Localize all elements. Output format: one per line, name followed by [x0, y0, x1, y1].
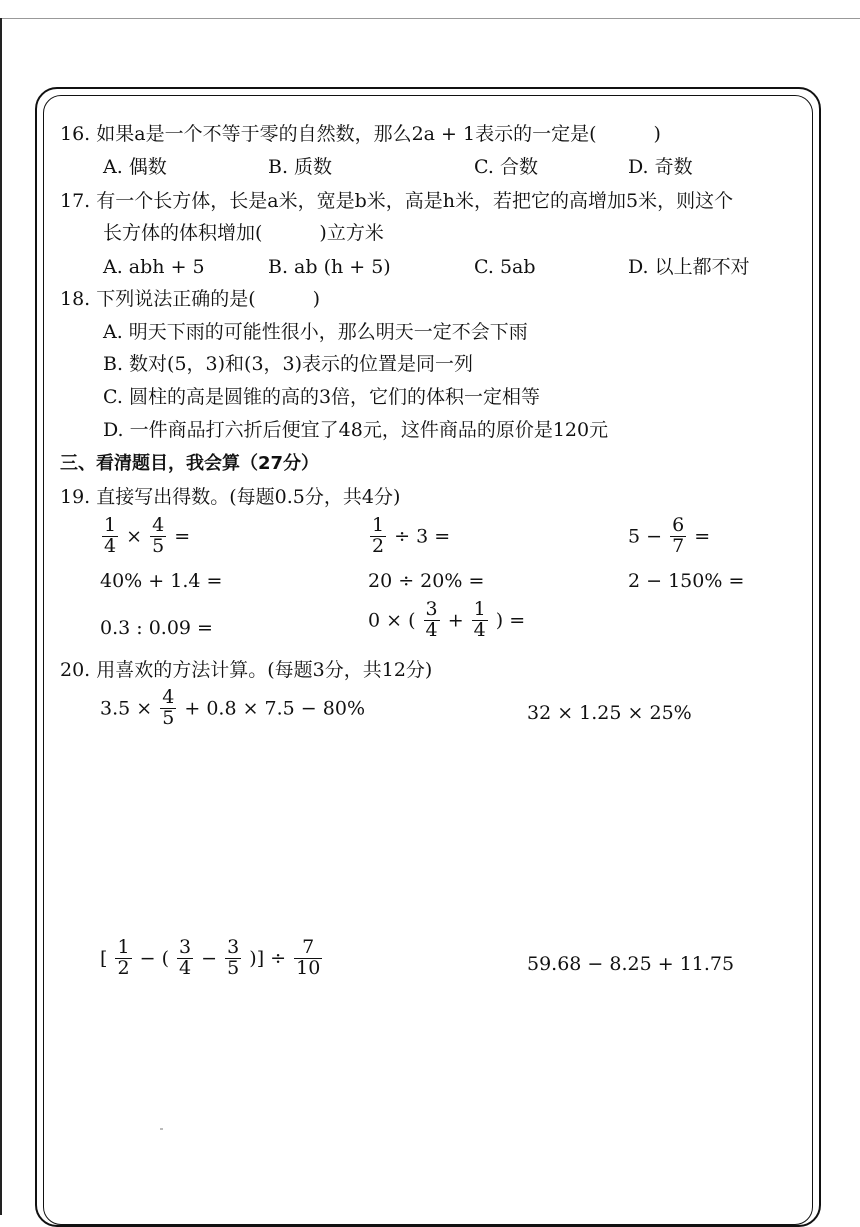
q17-option-b: B. ab (h + 5): [268, 256, 391, 278]
fraction: $\frac{6}{7}$: [672, 514, 685, 557]
fraction: $\frac{1}{2}$: [117, 936, 130, 979]
q18-option-c: C. 圆柱的高是圆锥的高的3倍，它们的体积一定相等: [103, 386, 541, 408]
q19-item-c: 5 − $\frac{6}{7}$ =: [628, 514, 711, 557]
scan-top-edge: [2, 18, 860, 19]
q20-expression-1: 3.5 × $\frac{4}{5}$ + 0.8 × 7.5 − 80%: [100, 686, 365, 729]
fraction: $\frac{4}{5}$: [162, 686, 175, 729]
q18-stem: 18. 下列说法正确的是( ): [60, 288, 321, 310]
q16-option-d: D. 奇数: [628, 156, 693, 178]
q16-option-a: A. 偶数: [103, 156, 167, 178]
fraction: $\frac{1}{4}$: [473, 598, 486, 641]
q19-item-h: 0 × ( $\frac{3}{4}$ + $\frac{1}{4}$ ) =: [368, 598, 526, 641]
q17-option-a: A. abh + 5: [103, 256, 205, 278]
q19-item-e: 20 ÷ 20% =: [368, 570, 485, 592]
q18-option-b: B. 数对(5，3)和(3，3)表示的位置是同一列: [103, 353, 474, 375]
q16-option-c: C. 合数: [474, 156, 538, 178]
q16-option-b: B. 质数: [268, 156, 333, 178]
fraction: $\frac{3}{5}$: [227, 936, 240, 979]
q18-option-a: A. 明天下雨的可能性很小，那么明天一定不会下雨: [103, 321, 528, 343]
q17-option-d: D. 以上都不对: [628, 256, 750, 278]
q17-stem-line2: 长方体的体积增加( )立方米: [103, 222, 384, 244]
q20-expression-2: 32 × 1.25 × 25%: [527, 702, 692, 724]
q19-item-f: 2 − 150% =: [628, 570, 745, 592]
q17-option-c: C. 5ab: [474, 256, 536, 278]
fraction: $\frac{3}{4}$: [179, 936, 192, 979]
q20-expression-3: [ $\frac{1}{2}$ − ( $\frac{3}{4}$ − $\frac{3}{5}$ )] ÷ $\frac{7}{10}$: [100, 936, 321, 979]
q19-item-g: 0.3 : 0.09 =: [100, 617, 213, 639]
q19-stem: 19. 直接写出得数。(每题0.5分，共4分): [60, 486, 401, 508]
section-title: 三、看清题目，我会算（27分）: [60, 453, 320, 474]
q18-option-d: D. 一件商品打六折后便宜了48元，这件商品的原价是120元: [103, 419, 609, 441]
scan-edge: [0, 18, 2, 1215]
fraction: $\frac{4}{5}$: [152, 514, 165, 557]
fraction: $\frac{7}{10}$: [296, 936, 321, 979]
q19-item-d: 40% + 1.4 =: [100, 570, 223, 592]
scan-speck: [160, 1128, 163, 1130]
q19-item-b: $\frac{1}{2}$ ÷ 3 =: [372, 514, 451, 557]
fraction: $\frac{1}{4}$: [104, 514, 117, 557]
q17-stem-line1: 17. 有一个长方体，长是a米，宽是b米，高是h米，若把它的高增加5米，则这个: [60, 190, 734, 212]
q19-item-a: $\frac{1}{4}$ × $\frac{4}{5}$ =: [104, 514, 191, 557]
fraction: $\frac{3}{4}$: [425, 598, 438, 641]
q20-stem: 20. 用喜欢的方法计算。(每题3分，共12分): [60, 659, 433, 681]
q20-expression-4: 59.68 − 8.25 + 11.75: [527, 953, 735, 975]
q16-stem: 16. 如果a是一个不等于零的自然数，那么2a + 1表示的一定是( ): [60, 123, 661, 145]
fraction: $\frac{1}{2}$: [372, 514, 385, 557]
